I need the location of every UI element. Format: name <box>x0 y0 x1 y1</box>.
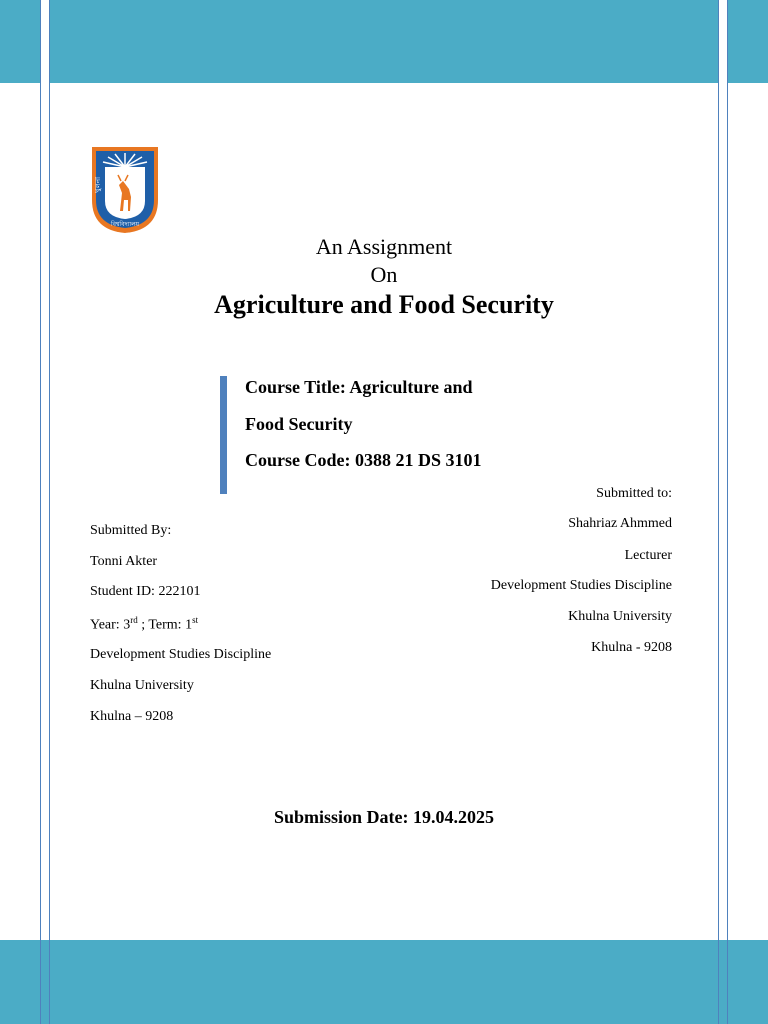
submission-date: Submission Date: 19.04.2025 <box>273 807 495 827</box>
teacher-designation: Lecturer <box>624 548 672 563</box>
teacher-name: Shahriaz Ahmmed <box>568 516 672 531</box>
course-code: Course Code: 0388 21 DS 3101 <box>245 450 482 470</box>
course-title-line2: Food Security <box>245 414 353 434</box>
teacher-city: Khulna - 9208 <box>591 640 672 655</box>
bottom-band <box>0 940 768 1024</box>
student-university: Khulna University <box>90 678 194 693</box>
top-band-center <box>50 0 718 83</box>
submitted-to-heading: Submitted to: <box>596 486 672 501</box>
student-name: Tonni Akter <box>90 554 158 569</box>
header-line-assignment: An Assignment <box>315 234 453 259</box>
student-year-term <box>90 615 198 634</box>
top-band-left <box>0 0 40 83</box>
document-title: Agriculture and Food Security <box>214 290 554 319</box>
term-label: ; Term: 1 <box>137 617 193 633</box>
student-city: Khulna – 9208 <box>90 709 174 724</box>
teacher-university: Khulna University <box>568 609 672 624</box>
khulna-university-logo-icon <box>90 145 160 235</box>
submitted-by-heading: Submitted By: <box>90 523 172 538</box>
year-suffix: rd <box>130 615 138 625</box>
term-suffix: st <box>192 615 199 625</box>
border-line-left-inner <box>49 0 50 1024</box>
top-band-right <box>728 0 768 83</box>
teacher-discipline: Development Studies Discipline <box>490 578 672 593</box>
course-accent-bar <box>220 376 227 494</box>
student-id: Student ID: 222101 <box>90 584 201 599</box>
student-discipline: Development Studies Discipline <box>90 647 272 662</box>
course-title-line1: Course Title: Agriculture and <box>245 377 473 397</box>
svg-text:বিশ্ববিদ্যালয়: বিশ্ববিদ্যালয় <box>110 221 140 228</box>
border-line-left-outer <box>40 0 41 1024</box>
border-line-right-inner <box>718 0 719 1024</box>
year-label: Year: 3 <box>90 617 131 633</box>
border-line-right-outer <box>727 0 728 1024</box>
svg-text:খুলনা: খুলনা <box>94 176 102 193</box>
header-line-on: On <box>370 262 398 287</box>
